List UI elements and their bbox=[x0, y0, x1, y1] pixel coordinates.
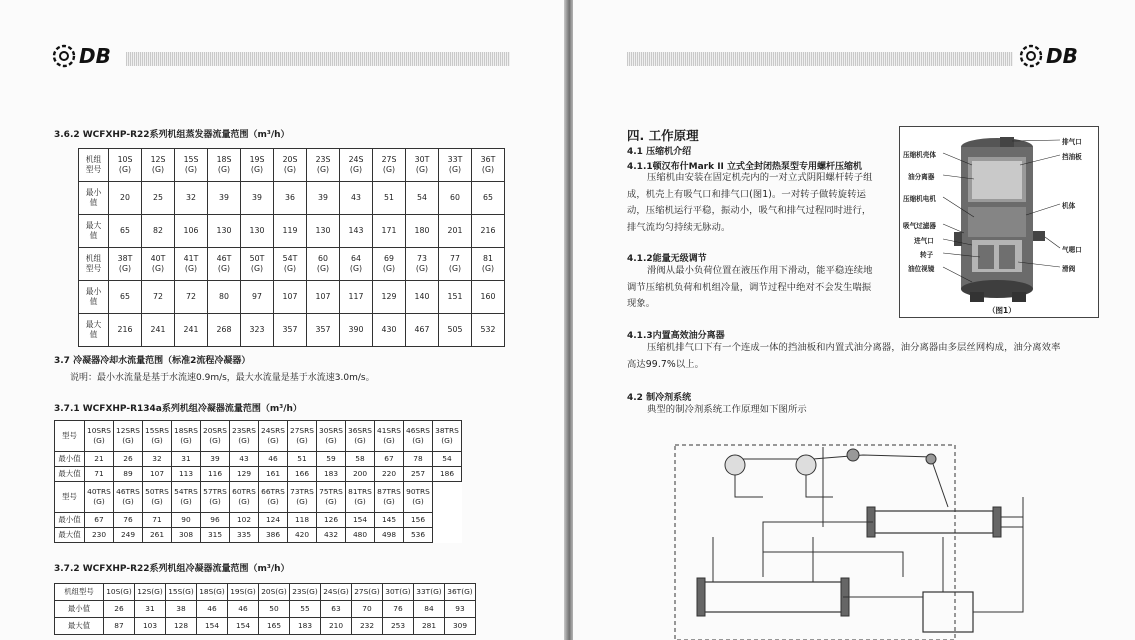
table-cell: 126 bbox=[317, 513, 346, 528]
table-row bbox=[79, 182, 505, 215]
table-cell: 81TRS (G) bbox=[346, 482, 375, 513]
table-cell: 38T (G) bbox=[109, 248, 142, 281]
row-label-cell: 最小值 bbox=[55, 513, 85, 528]
table-cell: 161 bbox=[259, 467, 288, 482]
table-cell: 70 bbox=[352, 601, 383, 618]
db-logo-icon bbox=[1019, 44, 1043, 68]
chapter-4-title: 四. 工作原理 bbox=[627, 128, 699, 143]
section-4-2-title: 4.2 制冷剂系统 bbox=[627, 393, 692, 403]
table-cell: 87 bbox=[104, 618, 135, 635]
table-cell: 220 bbox=[375, 467, 404, 482]
table-cell: 39 bbox=[201, 452, 230, 467]
table-cell: 97 bbox=[241, 281, 274, 314]
label-suction-filter: 吸气过滤器 bbox=[903, 222, 936, 230]
section-3-7-1-title: 3.7.1 WCFXHP-R134a系列机组冷凝器流量范围（m³/h） bbox=[54, 404, 302, 414]
evaporator-flow-table-r22 bbox=[78, 148, 505, 347]
table-cell: 21 bbox=[85, 452, 114, 467]
table-cell: 12S (G) bbox=[142, 149, 175, 182]
table-cell: 60 bbox=[439, 182, 472, 215]
table-cell: 12SRS (G) bbox=[114, 421, 143, 452]
row-label-cell: 机组型号 bbox=[55, 584, 104, 601]
table-cell: 67 bbox=[375, 452, 404, 467]
table-cell: 210 bbox=[321, 618, 352, 635]
table-cell: 69 (G) bbox=[373, 248, 406, 281]
table-cell: 166 bbox=[288, 467, 317, 482]
table-cell: 40TRS (G) bbox=[85, 482, 114, 513]
table-cell: 18S(G) bbox=[197, 584, 228, 601]
section-4-1-2-text bbox=[627, 263, 873, 313]
table-row bbox=[55, 601, 476, 618]
table-cell: 39 bbox=[241, 182, 274, 215]
table-cell: 430 bbox=[373, 314, 406, 347]
table-cell: 65 bbox=[109, 281, 142, 314]
table-cell: 72 bbox=[142, 281, 175, 314]
table-cell: 20S(G) bbox=[259, 584, 290, 601]
figure-caption: （图1） bbox=[988, 306, 1016, 315]
table-cell: 180 bbox=[406, 215, 439, 248]
row-label-cell: 最大值 bbox=[55, 618, 104, 635]
table-cell: 38 bbox=[166, 601, 197, 618]
text-line: 动，压缩机运行平稳，振动小，吸气和排气过程同时进行， bbox=[627, 205, 872, 216]
section-3-7-2-title: 3.7.2 WCFXHP-R22系列机组冷凝器流量范围（m³/h） bbox=[54, 564, 290, 574]
table-cell: 30SRS (G) bbox=[317, 421, 346, 452]
table-cell: 40T (G) bbox=[142, 248, 175, 281]
row-label-cell: 机组 型号 bbox=[79, 248, 109, 281]
table-cell: 129 bbox=[230, 467, 259, 482]
section-4-1-3-title: 4.1.3内置高效油分离器 bbox=[627, 331, 725, 341]
table-cell: 357 bbox=[274, 314, 307, 347]
table-cell: 216 bbox=[109, 314, 142, 347]
table-row bbox=[55, 513, 462, 528]
table-cell: 39 bbox=[307, 182, 340, 215]
table-cell: 23S (G) bbox=[307, 149, 340, 182]
table-cell: 41SRS (G) bbox=[375, 421, 404, 452]
table-cell: 27SRS (G) bbox=[288, 421, 317, 452]
table-cell: 73 (G) bbox=[406, 248, 439, 281]
table-cell: 103 bbox=[135, 618, 166, 635]
table-cell: 50 bbox=[259, 601, 290, 618]
table-cell: 67 bbox=[85, 513, 114, 528]
table-cell: 107 bbox=[307, 281, 340, 314]
table-cell: 32 bbox=[175, 182, 208, 215]
brand-logo bbox=[1019, 44, 1078, 68]
section-3-7-title: 3.7 冷凝器冷却水流量范围（标准2流程冷凝器） bbox=[54, 356, 251, 366]
table-cell: 24S(G) bbox=[321, 584, 352, 601]
table-cell: 36 bbox=[274, 182, 307, 215]
label-oil-separator: 油分离器 bbox=[908, 173, 935, 181]
table-cell: 50TRS (G) bbox=[143, 482, 172, 513]
table-cell: 160 bbox=[472, 281, 505, 314]
text-line: 排气流均匀持续无脉动。 bbox=[627, 221, 731, 233]
table-cell: 10S (G) bbox=[109, 149, 142, 182]
section-4-1-1-title: 4.1.1顿汉布什Mark II 立式全封闭热泵型专用螺杆压缩机 bbox=[627, 162, 863, 172]
table-cell: 113 bbox=[172, 467, 201, 482]
table-cell: 183 bbox=[317, 467, 346, 482]
table-cell: 50T (G) bbox=[241, 248, 274, 281]
table-cell: 107 bbox=[274, 281, 307, 314]
table-cell: 51 bbox=[373, 182, 406, 215]
table-cell: 87TRS (G) bbox=[375, 482, 404, 513]
table-cell: 241 bbox=[175, 314, 208, 347]
table-cell: 186 bbox=[433, 467, 462, 482]
table-cell: 55 bbox=[290, 601, 321, 618]
table-cell: 41T (G) bbox=[175, 248, 208, 281]
row-label-cell: 最小 值 bbox=[79, 182, 109, 215]
label-discharge-port: 排气口 bbox=[1062, 138, 1082, 146]
table-cell: 43 bbox=[230, 452, 259, 467]
table-cell: 30T(G) bbox=[383, 584, 414, 601]
table-cell: 165 bbox=[259, 618, 290, 635]
table-cell: 38TRS (G) bbox=[433, 421, 462, 452]
table-cell: 230 bbox=[85, 528, 114, 543]
table-cell: 46 bbox=[197, 601, 228, 618]
table-cell: 77 (G) bbox=[439, 248, 472, 281]
text-line: 调节压缩机负荷和机组冷量，调节过程中绝对不会发生喘振 bbox=[627, 281, 872, 293]
table-cell: 18S (G) bbox=[208, 149, 241, 182]
row-label-cell: 最大值 bbox=[55, 528, 85, 543]
right-page bbox=[573, 0, 1135, 640]
table-cell: 10S(G) bbox=[104, 584, 135, 601]
table-cell: 71 bbox=[143, 513, 172, 528]
table-cell: 119 bbox=[274, 215, 307, 248]
table-cell: 253 bbox=[383, 618, 414, 635]
table-cell: 63 bbox=[321, 601, 352, 618]
refrigerant-system-schematic bbox=[663, 437, 1043, 640]
table-cell: 24SRS (G) bbox=[259, 421, 288, 452]
table-cell: 257 bbox=[404, 467, 433, 482]
row-label-cell: 型号 bbox=[55, 482, 85, 513]
table-cell: 432 bbox=[317, 528, 346, 543]
table-cell: 31 bbox=[135, 601, 166, 618]
table-cell: 60 (G) bbox=[307, 248, 340, 281]
row-label-cell: 最小值 bbox=[55, 601, 104, 618]
table-cell: 216 bbox=[472, 215, 505, 248]
table-row bbox=[79, 248, 505, 281]
label-body: 机体 bbox=[1062, 202, 1076, 210]
table-cell: 65 bbox=[472, 182, 505, 215]
table-cell: 26 bbox=[114, 452, 143, 467]
table-cell: 505 bbox=[439, 314, 472, 347]
table-cell: 124 bbox=[259, 513, 288, 528]
table-cell: 498 bbox=[375, 528, 404, 543]
table-cell: 281 bbox=[414, 618, 445, 635]
table-cell: 183 bbox=[290, 618, 321, 635]
label-oil-baffle: 挡油板 bbox=[1062, 153, 1082, 161]
text-line: 现象。 bbox=[627, 298, 656, 309]
table-cell: 20 bbox=[109, 182, 142, 215]
table-cell: 532 bbox=[472, 314, 505, 347]
table-cell: 15S (G) bbox=[175, 149, 208, 182]
table-cell: 84 bbox=[414, 601, 445, 618]
section-4-2-text: 典型的制冷剂系统工作原理如下图所示 bbox=[647, 404, 807, 415]
label-gas-port: 气嗯口 bbox=[1062, 246, 1082, 254]
compressor-figure bbox=[899, 126, 1099, 318]
table-cell: 58 bbox=[346, 452, 375, 467]
table-cell: 65 bbox=[109, 215, 142, 248]
section-4-1-2-title: 4.1.2能量无级调节 bbox=[627, 254, 707, 264]
section-4-1-3-text bbox=[627, 340, 1060, 373]
table-cell: 32 bbox=[143, 452, 172, 467]
label-compressor-shell: 压缩机壳体 bbox=[903, 151, 936, 159]
table-cell: 467 bbox=[406, 314, 439, 347]
label-slide-valve: 滑阀 bbox=[1062, 265, 1076, 273]
table-row bbox=[55, 482, 462, 513]
text-line: 滑阀从最小负荷位置在液压作用下滑动，能平稳连续地 bbox=[647, 265, 873, 276]
table-cell: 536 bbox=[404, 528, 433, 543]
table-cell: 54TRS (G) bbox=[172, 482, 201, 513]
section-3-6-2-title: 3.6.2 WCFXHP-R22系列机组蒸发器流量范围（m³/h） bbox=[54, 130, 290, 140]
section-4-1-title: 4.1 压缩机介绍 bbox=[627, 147, 692, 157]
table-cell: 130 bbox=[307, 215, 340, 248]
table-cell: 46TRS (G) bbox=[114, 482, 143, 513]
table-cell: 10SRS (G) bbox=[85, 421, 114, 452]
table-cell: 19S(G) bbox=[228, 584, 259, 601]
brand-logo bbox=[52, 44, 111, 68]
text-line: 压缩机排气口下有一个连成一体的挡油板和内置式油分离器，油分离器由多层丝网构成，油分离效率 bbox=[647, 342, 1061, 353]
row-label-cell: 机组 型号 bbox=[79, 149, 109, 182]
table-cell: 145 bbox=[375, 513, 404, 528]
row-label-cell: 型号 bbox=[55, 421, 85, 452]
label-inlet: 进气口 bbox=[914, 237, 934, 245]
table-cell: 23S(G) bbox=[290, 584, 321, 601]
table-cell: 33T(G) bbox=[414, 584, 445, 601]
table-cell: 90TRS (G) bbox=[404, 482, 433, 513]
table-cell: 154 bbox=[197, 618, 228, 635]
table-cell: 128 bbox=[166, 618, 197, 635]
table-cell: 64 (G) bbox=[340, 248, 373, 281]
db-logo-icon bbox=[52, 44, 76, 68]
table-cell: 73TRS (G) bbox=[288, 482, 317, 513]
table-cell: 31 bbox=[172, 452, 201, 467]
table-cell: 232 bbox=[352, 618, 383, 635]
table-cell: 66TRS (G) bbox=[259, 482, 288, 513]
table-cell: 357 bbox=[307, 314, 340, 347]
table-cell: 390 bbox=[340, 314, 373, 347]
table-cell: 386 bbox=[259, 528, 288, 543]
table-row bbox=[55, 467, 462, 482]
table-cell: 90 bbox=[172, 513, 201, 528]
table-cell: 15SRS (G) bbox=[143, 421, 172, 452]
row-label-cell: 最大值 bbox=[55, 467, 85, 482]
table-cell: 154 bbox=[228, 618, 259, 635]
table-cell: 59 bbox=[317, 452, 346, 467]
table-cell: 93 bbox=[445, 601, 476, 618]
header-stripe bbox=[627, 52, 1013, 66]
table-cell: 154 bbox=[346, 513, 375, 528]
table-cell: 54 bbox=[406, 182, 439, 215]
table-cell: 36T(G) bbox=[445, 584, 476, 601]
table-cell: 27S(G) bbox=[352, 584, 383, 601]
table-row bbox=[55, 421, 462, 452]
brand-name: DB bbox=[79, 44, 111, 68]
row-label-cell: 最大 值 bbox=[79, 314, 109, 347]
table-cell: 24S (G) bbox=[340, 149, 373, 182]
table-cell: 25 bbox=[142, 182, 175, 215]
table-cell: 57TRS (G) bbox=[201, 482, 230, 513]
table-cell: 156 bbox=[404, 513, 433, 528]
table-cell: 15S(G) bbox=[166, 584, 197, 601]
table-cell: 323 bbox=[241, 314, 274, 347]
table-cell: 19S (G) bbox=[241, 149, 274, 182]
table-cell: 60TRS (G) bbox=[230, 482, 259, 513]
label-rotor: 转子 bbox=[920, 251, 934, 259]
header-stripe bbox=[126, 52, 510, 66]
label-oil-sight-glass: 油位视镜 bbox=[908, 265, 935, 273]
table-cell: 76 bbox=[114, 513, 143, 528]
table-row bbox=[55, 618, 476, 635]
table-cell: 315 bbox=[201, 528, 230, 543]
table-cell: 54 bbox=[433, 452, 462, 467]
text-line: 压缩机由安装在固定机壳内的一对立式阴阳螺杆转子组 bbox=[647, 172, 873, 183]
table-cell: 201 bbox=[439, 215, 472, 248]
table-cell: 96 bbox=[201, 513, 230, 528]
table-cell: 20S (G) bbox=[274, 149, 307, 182]
table-cell: 308 bbox=[172, 528, 201, 543]
table-row bbox=[55, 584, 476, 601]
table-cell: 46SRS (G) bbox=[404, 421, 433, 452]
table-cell: 309 bbox=[445, 618, 476, 635]
table-row bbox=[55, 452, 462, 467]
table-cell: 82 bbox=[142, 215, 175, 248]
table-cell: 200 bbox=[346, 467, 375, 482]
table-cell: 80 bbox=[208, 281, 241, 314]
table-cell: 23SRS (G) bbox=[230, 421, 259, 452]
table-cell: 81 (G) bbox=[472, 248, 505, 281]
table-cell: 51 bbox=[288, 452, 317, 467]
table-cell: 20SRS (G) bbox=[201, 421, 230, 452]
table-cell: 151 bbox=[439, 281, 472, 314]
table-cell: 33T (G) bbox=[439, 149, 472, 182]
condenser-flow-table-r22 bbox=[54, 583, 476, 635]
table-row bbox=[79, 149, 505, 182]
text-line: 成，机壳上有吸气口和排气口(图1)。一对转子做转旋转运 bbox=[627, 188, 866, 200]
table-cell: 18SRS (G) bbox=[172, 421, 201, 452]
table-cell: 46T (G) bbox=[208, 248, 241, 281]
table-cell: 116 bbox=[201, 467, 230, 482]
table-cell: 130 bbox=[208, 215, 241, 248]
table-cell: 78 bbox=[404, 452, 433, 467]
table-cell: 118 bbox=[288, 513, 317, 528]
table-row bbox=[55, 528, 462, 543]
table-cell: 249 bbox=[114, 528, 143, 543]
table-cell: 480 bbox=[346, 528, 375, 543]
table-cell: 261 bbox=[143, 528, 172, 543]
table-cell: 71 bbox=[85, 467, 114, 482]
table-cell: 117 bbox=[340, 281, 373, 314]
table-cell: 76 bbox=[383, 601, 414, 618]
table-cell: 26 bbox=[104, 601, 135, 618]
table-cell: 89 bbox=[114, 467, 143, 482]
brand-name: DB bbox=[1046, 44, 1078, 68]
label-compressor-motor: 压缩机电机 bbox=[903, 195, 936, 203]
table-cell: 420 bbox=[288, 528, 317, 543]
table-cell: 36T (G) bbox=[472, 149, 505, 182]
table-cell: 140 bbox=[406, 281, 439, 314]
table-cell: 143 bbox=[340, 215, 373, 248]
table-row bbox=[79, 314, 505, 347]
table-cell: 268 bbox=[208, 314, 241, 347]
table-cell: 46 bbox=[228, 601, 259, 618]
row-label-cell: 最小 值 bbox=[79, 281, 109, 314]
table-cell: 27S (G) bbox=[373, 149, 406, 182]
text-line: 高达99.7%以上。 bbox=[627, 358, 705, 370]
table-cell: 129 bbox=[373, 281, 406, 314]
table-cell: 43 bbox=[340, 182, 373, 215]
table-cell: 54T (G) bbox=[274, 248, 307, 281]
table-cell: 39 bbox=[208, 182, 241, 215]
table-cell: 12S(G) bbox=[135, 584, 166, 601]
table-cell: 106 bbox=[175, 215, 208, 248]
section-4-1-1-text bbox=[627, 170, 873, 236]
row-label-cell: 最大 值 bbox=[79, 215, 109, 248]
table-row bbox=[79, 281, 505, 314]
table-cell: 75TRS (G) bbox=[317, 482, 346, 513]
table-cell: 72 bbox=[175, 281, 208, 314]
table-cell: 107 bbox=[143, 467, 172, 482]
table-row bbox=[79, 215, 505, 248]
table-cell: 30T (G) bbox=[406, 149, 439, 182]
row-label-cell: 最小值 bbox=[55, 452, 85, 467]
table-cell: 46 bbox=[259, 452, 288, 467]
table-cell: 130 bbox=[241, 215, 274, 248]
condenser-flow-table-r134a bbox=[54, 420, 462, 543]
table-cell: 171 bbox=[373, 215, 406, 248]
table-cell: 335 bbox=[230, 528, 259, 543]
table-cell: 36SRS (G) bbox=[346, 421, 375, 452]
table-cell: 241 bbox=[142, 314, 175, 347]
left-page bbox=[0, 0, 567, 640]
table-cell: 102 bbox=[230, 513, 259, 528]
section-3-7-note: 说明：最小水流量是基于水流速0.9m/s，最大水流量是基于水流速3.0m/s。 bbox=[70, 373, 375, 383]
